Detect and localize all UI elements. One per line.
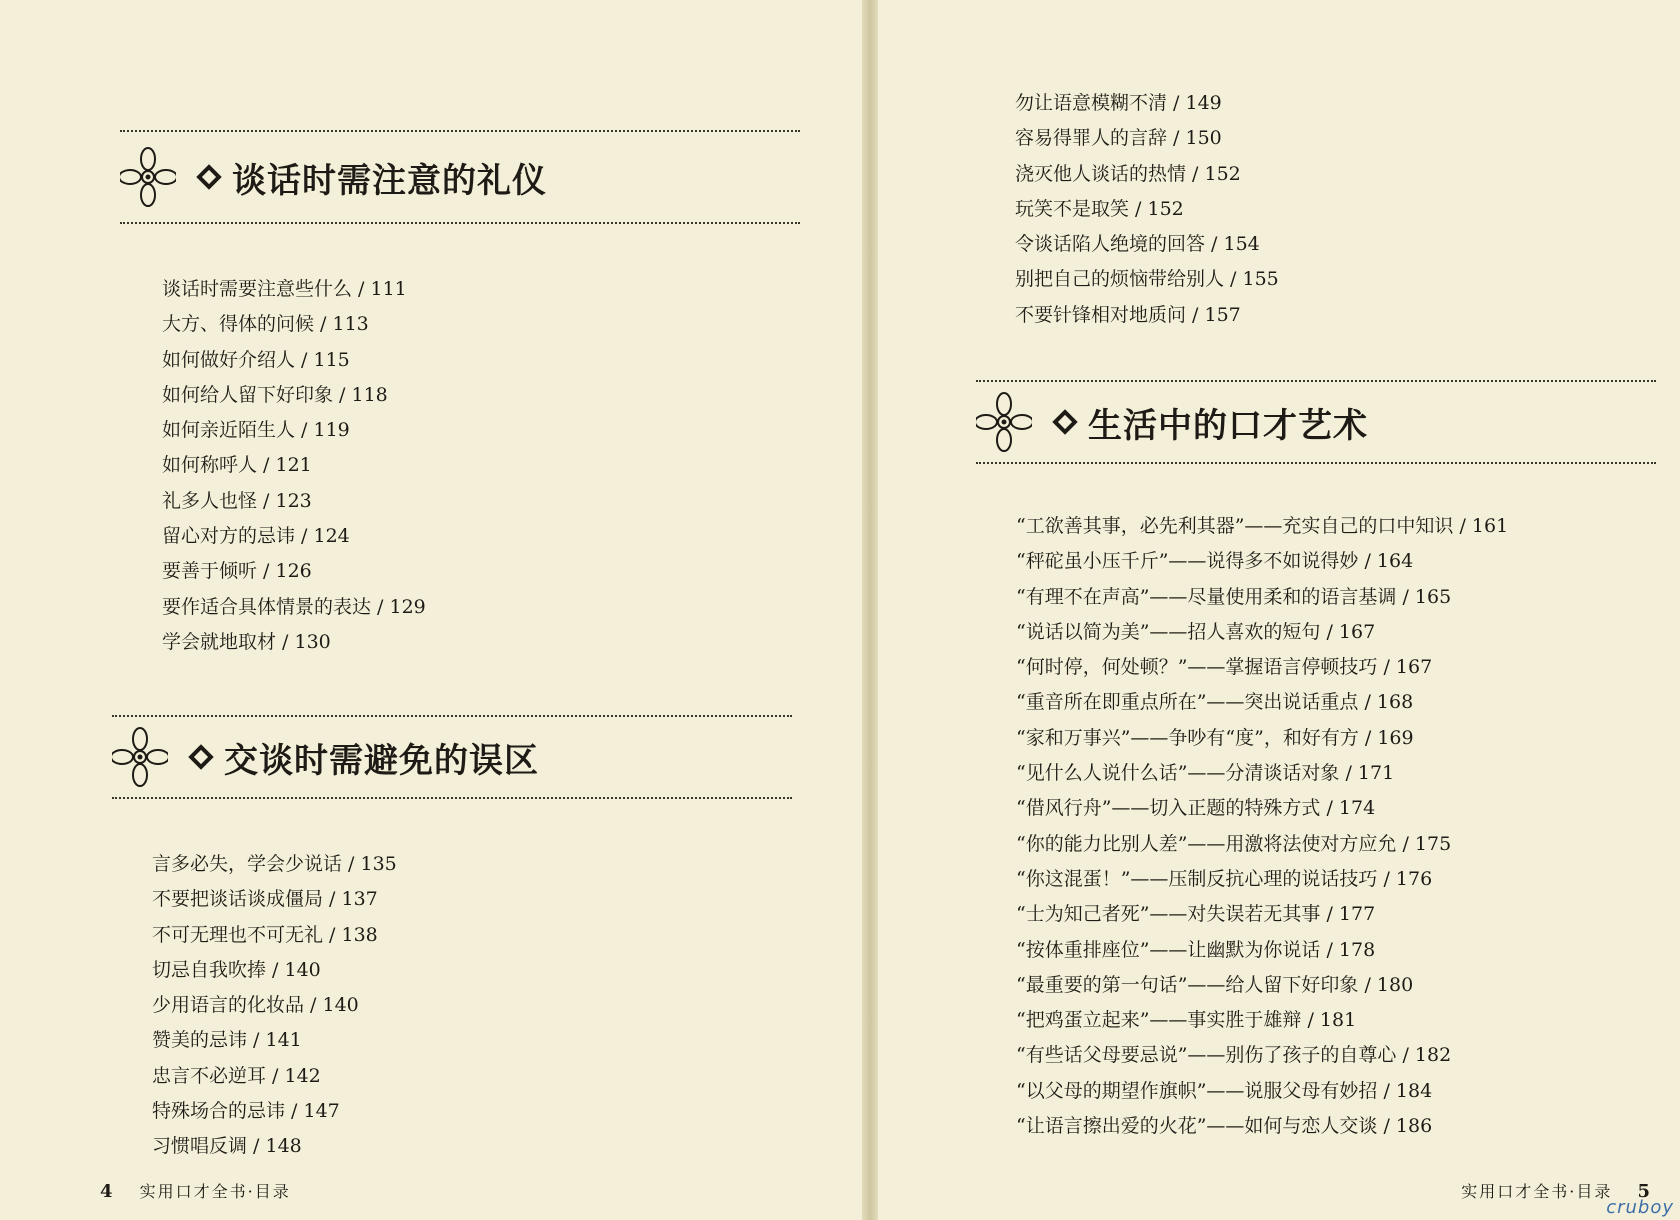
section-heading xyxy=(976,382,1656,462)
toc-entry[interactable]: “家和万事兴”——争吵有“度”，和好有方 / 169 xyxy=(1016,726,1414,749)
toc-entry[interactable]: “士为知己者死”——对失误若无其事 / 177 xyxy=(1016,903,1376,926)
toc-entry[interactable]: 赞美的忌讳 / 141 xyxy=(152,1029,302,1052)
toc-entry[interactable]: 礼多人也怪 / 123 xyxy=(162,489,312,512)
diamond-bullet-icon xyxy=(1052,409,1077,434)
floral-ornament-icon xyxy=(976,391,1032,453)
toc-entry[interactable]: “何时停，何处顿？”——掌握语言停顿技巧 / 167 xyxy=(1016,656,1433,679)
toc-entry[interactable]: “有理不在声高”——尽量使用柔和的语言基调 / 165 xyxy=(1016,585,1452,608)
running-title: 实用口才全书·目录 xyxy=(1461,1182,1613,1201)
toc-entry[interactable]: 要善于倾听 / 126 xyxy=(162,560,312,583)
toc-entry[interactable]: 不要针锋相对地质问 / 157 xyxy=(1015,303,1241,326)
toc-entry[interactable]: “最重要的第一句话”——给人留下好印象 / 180 xyxy=(1016,973,1414,996)
toc-entry[interactable]: “工欲善其事，必先利其器”——充实自己的口中知识 / 161 xyxy=(1016,515,1509,537)
diamond-bullet-icon xyxy=(196,164,221,189)
toc-list-continued xyxy=(1015,86,1279,333)
toc-entry[interactable]: “见什么人说什么话”——分清谈话对象 / 171 xyxy=(1016,762,1395,785)
floral-ornament-icon xyxy=(120,146,176,208)
right-page xyxy=(878,0,1680,1220)
toc-entry[interactable]: 别把自己的烦恼带给别人 / 155 xyxy=(1015,268,1279,291)
toc-entry[interactable]: 言多必失，学会少说话 / 135 xyxy=(152,853,397,875)
page-number: 5 xyxy=(1637,1181,1652,1202)
toc-entry[interactable]: “有些话父母要忌说”——别伤了孩子的自尊心 / 182 xyxy=(1016,1044,1452,1067)
toc-list xyxy=(162,272,800,660)
toc-entry[interactable]: 勿让语意模糊不清 / 149 xyxy=(1015,92,1222,114)
toc-entry[interactable]: 如何做好介绍人 / 115 xyxy=(162,348,350,371)
toc-entry[interactable]: 大方、得体的问候 / 113 xyxy=(162,313,369,336)
toc-list xyxy=(152,847,792,1165)
toc-entry[interactable]: 特殊场合的忌讳 / 147 xyxy=(152,1100,340,1123)
section-pitfalls xyxy=(112,715,792,1165)
section-rule-bottom xyxy=(120,222,800,224)
toc-entry[interactable]: 玩笑不是取笑 / 152 xyxy=(1015,197,1184,220)
toc-entry[interactable]: 如何亲近陌生人 / 119 xyxy=(162,419,350,442)
running-title: 实用口才全书·目录 xyxy=(139,1182,291,1201)
toc-entry[interactable]: “你这混蛋！”——压制反抗心理的说话技巧 / 176 xyxy=(1016,867,1433,890)
section-daily-life xyxy=(976,380,1656,1144)
page-footer xyxy=(100,1179,291,1202)
toc-entry[interactable]: 如何给人留下好印象 / 118 xyxy=(162,383,388,406)
toc-entry[interactable]: “借风行舟”——切入正题的特殊方式 / 174 xyxy=(1016,797,1376,820)
section-rule-bottom xyxy=(976,462,1656,464)
toc-entry[interactable]: 切忌自我吹捧 / 140 xyxy=(152,958,321,981)
toc-entry[interactable]: “说话以简为美”——招人喜欢的短句 / 167 xyxy=(1016,620,1376,643)
section-title: 谈话时需注意的礼仪 xyxy=(232,160,547,201)
section-title: 交谈时需避免的误区 xyxy=(224,740,539,781)
toc-entry[interactable]: 浇灭他人谈话的热情 / 152 xyxy=(1015,162,1241,185)
toc-entry[interactable]: 要作适合具体情景的表达 / 129 xyxy=(162,595,426,618)
toc-entry[interactable]: 学会就地取材 / 130 xyxy=(162,630,331,653)
toc-entry[interactable]: 留心对方的忌讳 / 124 xyxy=(162,525,350,548)
toc-entry[interactable]: 如何称呼人 / 121 xyxy=(162,454,312,477)
section-heading xyxy=(120,132,800,222)
toc-entry[interactable]: “你的能力比别人差”——用激将法使对方应允 / 175 xyxy=(1016,832,1452,855)
toc-entry[interactable]: 不要把谈话谈成僵局 / 137 xyxy=(152,888,378,911)
section-title: 生活中的口才艺术 xyxy=(1088,405,1368,446)
diamond-bullet-icon xyxy=(188,744,213,769)
section-heading xyxy=(112,717,792,797)
section-etiquette xyxy=(120,130,800,660)
toc-list xyxy=(1016,509,1656,1144)
toc-entry[interactable]: 习惯唱反调 / 148 xyxy=(152,1135,302,1158)
toc-entry[interactable]: 容易得罪人的言辞 / 150 xyxy=(1015,127,1222,150)
section-rule-bottom xyxy=(112,797,792,799)
toc-entry[interactable]: “按体重排座位”——让幽默为你说话 / 178 xyxy=(1016,938,1376,961)
floral-ornament-icon xyxy=(112,726,168,788)
toc-entry[interactable]: 令谈话陷人绝境的回答 / 154 xyxy=(1015,233,1260,256)
toc-entry[interactable]: “把鸡蛋立起来”——事实胜于雄辩 / 181 xyxy=(1016,1009,1357,1032)
toc-entry[interactable]: 忠言不必逆耳 / 142 xyxy=(152,1064,321,1087)
toc-entry[interactable]: 谈话时需要注意些什么 / 111 xyxy=(162,278,407,300)
toc-entry[interactable]: 少用语言的化妆品 / 140 xyxy=(152,994,359,1017)
page-number: 4 xyxy=(100,1181,115,1202)
toc-entry[interactable]: “秤砣虽小压千斤”——说得多不如说得妙 / 164 xyxy=(1016,550,1414,573)
toc-entry[interactable]: “让语言擦出爱的火花”——如何与恋人交谈 / 186 xyxy=(1016,1115,1433,1138)
toc-entry[interactable]: “重音所在即重点所在”——突出说话重点 / 168 xyxy=(1016,691,1414,714)
toc-entry[interactable]: 不可无理也不可无礼 / 138 xyxy=(152,923,378,946)
watermark: cruboy xyxy=(1606,1197,1674,1218)
book-gutter xyxy=(862,0,878,1220)
toc-entry[interactable]: “以父母的期望作旗帜”——说服父母有妙招 / 184 xyxy=(1016,1079,1433,1102)
